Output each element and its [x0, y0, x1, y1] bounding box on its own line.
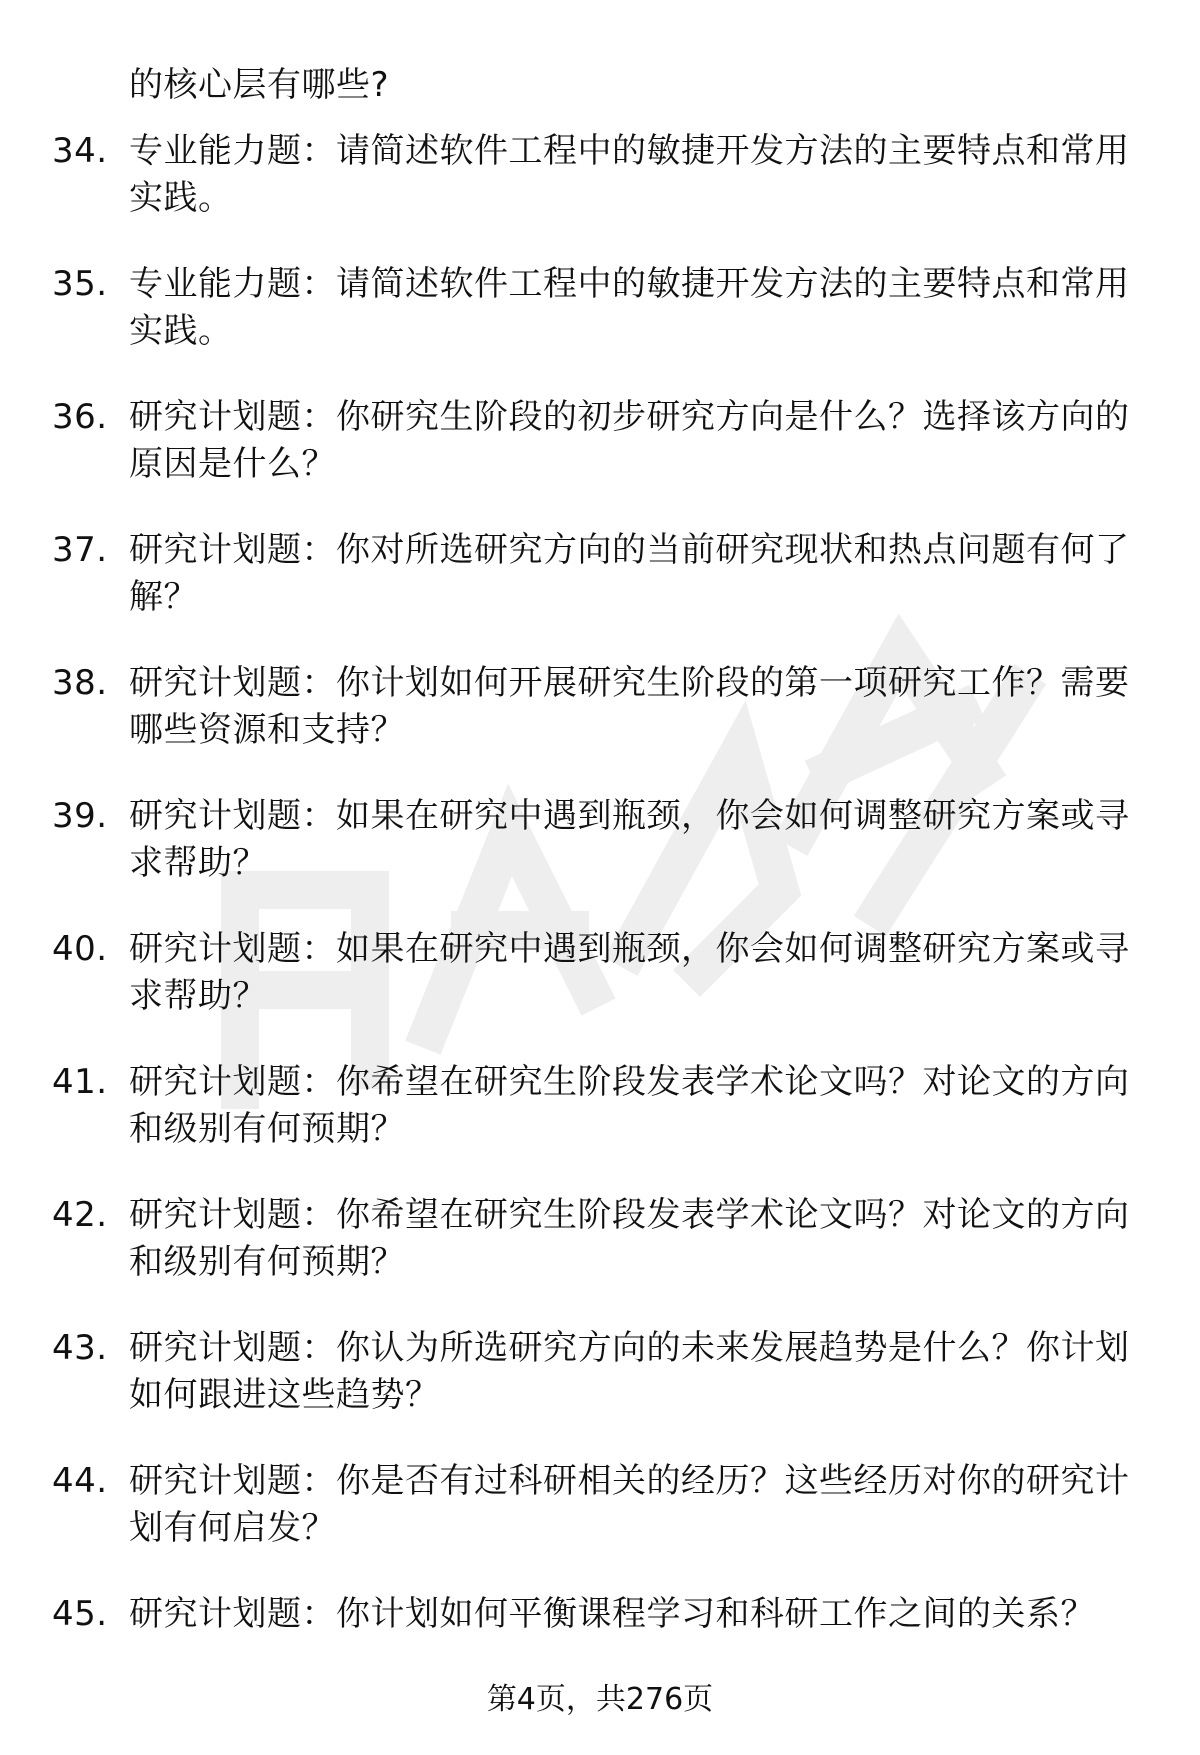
list-item — [52, 128, 1152, 261]
continuation-text: 的核心层有哪些? — [129, 65, 390, 105]
list-item — [52, 793, 1152, 926]
item-number: 37. — [52, 530, 108, 570]
item-number: 42. — [52, 1195, 108, 1235]
list-item — [52, 1458, 1152, 1591]
item-text: 研究计划题：你对所选研究方向的当前研究现状和热点问题有何了解？ — [129, 530, 1130, 617]
list-item — [52, 527, 1152, 660]
item-number: 44. — [52, 1461, 108, 1501]
item-text: 研究计划题：如果在研究中遇到瓶颈，你会如何调整研究方案或寻求帮助？ — [129, 929, 1130, 1016]
item-text: 研究计划题：你认为所选研究方向的未来发展趋势是什么？你计划如何跟进这些趋势？ — [129, 1328, 1130, 1415]
item-text: 专业能力题：请简述软件工程中的敏捷开发方法的主要特点和常用实践。 — [129, 131, 1130, 218]
item-text: 研究计划题：你希望在研究生阶段发表学术论文吗？对论文的方向和级别有何预期？ — [129, 1195, 1130, 1282]
item-text: 研究计划题：你计划如何开展研究生阶段的第一项研究工作？需要哪些资源和支持？ — [129, 663, 1130, 750]
item-number: 45. — [52, 1594, 108, 1634]
question-list — [52, 128, 1152, 1724]
item-text: 专业能力题：请简述软件工程中的敏捷开发方法的主要特点和常用实践。 — [129, 264, 1130, 351]
list-item — [52, 261, 1152, 394]
item-number: 41. — [52, 1062, 108, 1102]
item-text: 研究计划题：你希望在研究生阶段发表学术论文吗？对论文的方向和级别有何预期？ — [129, 1062, 1130, 1149]
item-number: 43. — [52, 1328, 108, 1368]
list-item — [52, 1325, 1152, 1458]
list-item — [52, 1192, 1152, 1325]
list-item — [52, 1059, 1152, 1192]
item-number: 36. — [52, 397, 108, 437]
list-item — [52, 394, 1152, 527]
item-number: 34. — [52, 131, 108, 171]
item-text: 研究计划题：如果在研究中遇到瓶颈，你会如何调整研究方案或寻求帮助？ — [129, 796, 1130, 883]
item-number: 40. — [52, 929, 108, 969]
item-text: 研究计划题：你研究生阶段的初步研究方向是什么？选择该方向的原因是什么？ — [129, 397, 1130, 484]
item-number: 39. — [52, 796, 108, 836]
list-item — [52, 660, 1152, 793]
list-item — [52, 926, 1152, 1059]
item-text: 研究计划题：你是否有过科研相关的经历？这些经历对你的研究计划有何启发？ — [129, 1461, 1130, 1548]
item-number: 38. — [52, 663, 108, 703]
item-text: 研究计划题：你计划如何平衡课程学习和科研工作之间的关系？ — [129, 1594, 1095, 1634]
item-number: 35. — [52, 264, 108, 304]
page-footer: 第4页，共276页 — [486, 1682, 714, 1717]
